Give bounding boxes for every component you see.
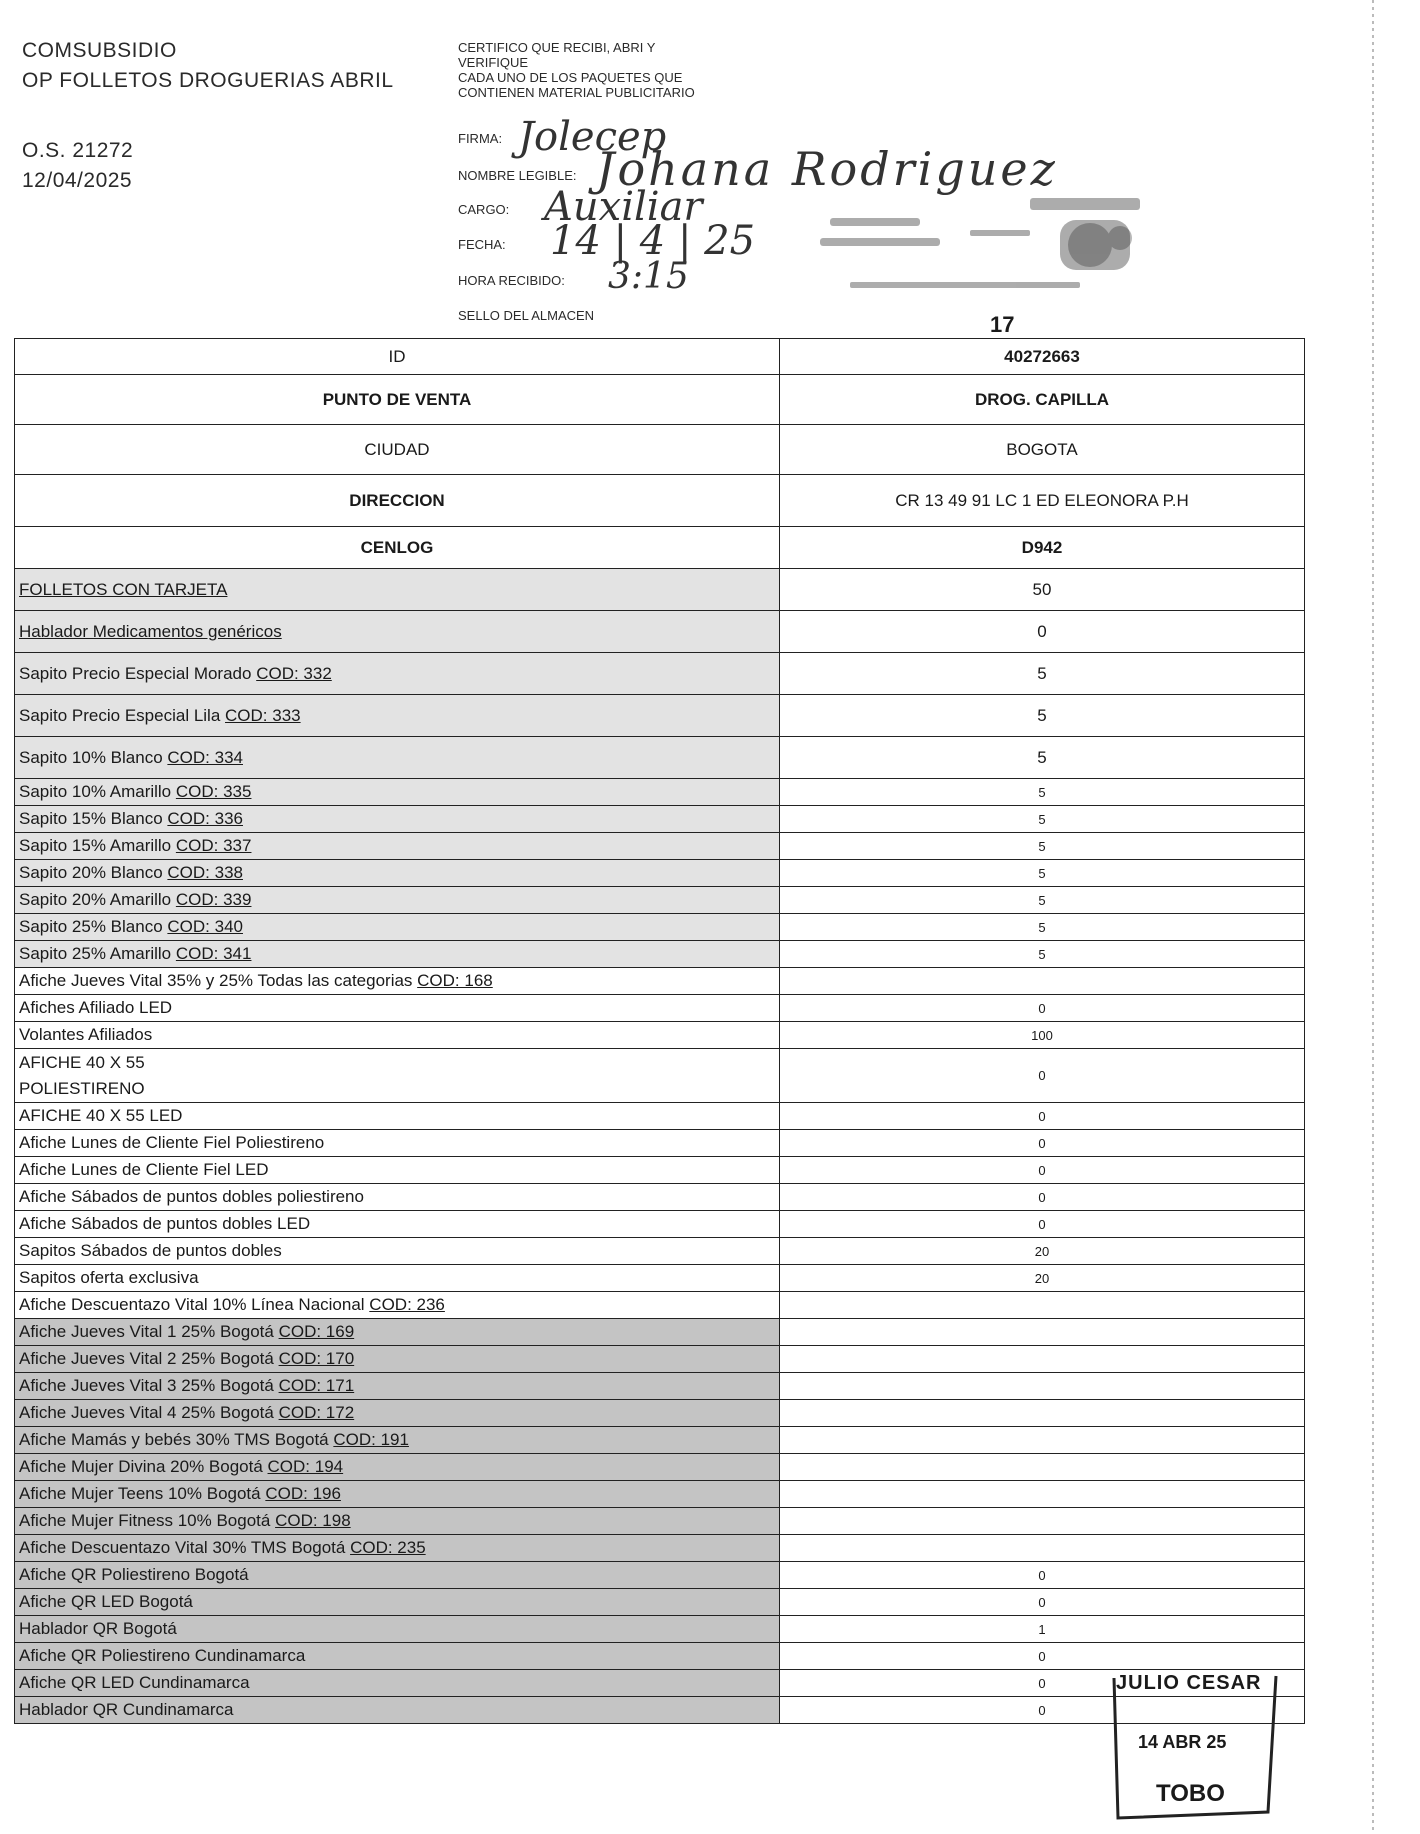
item-label <box>15 1265 780 1292</box>
item-label <box>15 995 780 1022</box>
item-row <box>15 1130 1305 1157</box>
item-row <box>15 653 1305 695</box>
item-quantity: 0 <box>780 1670 1305 1697</box>
order-number: O.S. 21272 <box>22 139 134 162</box>
item-row <box>15 914 1305 941</box>
cargo-label: CARGO: <box>458 202 510 217</box>
item-quantity <box>780 1319 1305 1346</box>
item-quantity: 0 <box>780 1643 1305 1670</box>
item-label <box>15 1670 780 1697</box>
item-label <box>15 1697 780 1724</box>
item-label <box>15 1535 780 1562</box>
item-row <box>15 1535 1305 1562</box>
item-row <box>15 1427 1305 1454</box>
item-name: Afiche Lunes de Cliente Fiel Poliestireno <box>19 1133 325 1152</box>
item-row <box>15 833 1305 860</box>
item-label <box>15 1508 780 1535</box>
fecha-label: FECHA: <box>458 237 506 252</box>
item-quantity: 5 <box>780 833 1305 860</box>
item-name: Hablador QR Bogotá <box>19 1619 177 1638</box>
item-label <box>15 887 780 914</box>
item-quantity: 0 <box>780 1211 1305 1238</box>
info-row <box>15 425 1305 475</box>
item-label <box>15 1103 780 1130</box>
item-code: COD: 236 <box>369 1295 445 1314</box>
item-code: COD: 235 <box>350 1538 426 1557</box>
item-row <box>15 1211 1305 1238</box>
item-name: Afiche Jueves Vital 1 25% Bogotá <box>19 1322 279 1341</box>
item-quantity: 0 <box>780 1184 1305 1211</box>
item-name: Sapito 15% Blanco <box>19 809 168 828</box>
item-label <box>15 860 780 887</box>
item-row <box>15 860 1305 887</box>
company-name: COMSUBSIDIO <box>22 39 177 62</box>
item-name: AFICHE 40 X 55 LED <box>19 1106 183 1125</box>
faded-stamp-graphic <box>820 190 1150 300</box>
item-quantity: 5 <box>780 860 1305 887</box>
item-label <box>15 1157 780 1184</box>
item-row <box>15 1238 1305 1265</box>
item-quantity: 5 <box>780 941 1305 968</box>
item-label <box>15 1184 780 1211</box>
item-label <box>15 1427 780 1454</box>
item-name: Afiche Jueves Vital 4 25% Bogotá <box>19 1403 279 1422</box>
item-quantity <box>780 1373 1305 1400</box>
item-code: COD: 337 <box>175 836 252 855</box>
nombre-value: Johana Rodriguez <box>596 142 1058 196</box>
item-code: COD: 168 <box>417 971 493 990</box>
item-code: COD: 339 <box>175 890 252 909</box>
nombre-label: NOMBRE LEGIBLE: <box>458 168 577 183</box>
info-value: 40272663 <box>780 339 1305 375</box>
hora-label: HORA RECIBIDO: <box>458 273 565 288</box>
item-name: Afiche QR Poliestireno Cundinamarca <box>19 1646 306 1665</box>
item-name: Sapitos Sábados de puntos dobles <box>19 1241 282 1260</box>
item-name: Afiche Jueves Vital 2 25% Bogotá <box>19 1349 279 1368</box>
item-row <box>15 1616 1305 1643</box>
firma-label: FIRMA: <box>458 131 503 146</box>
stamp-number: 17 <box>990 312 1015 337</box>
item-quantity <box>780 1292 1305 1319</box>
item-row <box>15 1373 1305 1400</box>
item-label <box>15 941 780 968</box>
item-name-line2: POLIESTIRENO <box>19 1078 145 1098</box>
item-label <box>15 1049 780 1103</box>
item-row <box>15 887 1305 914</box>
item-code: COD: 333 <box>225 705 301 725</box>
document-subject: OP FOLLETOS DROGUERIAS ABRIL <box>22 69 394 92</box>
item-name: Afiche Descuentazo Vital 10% Línea Nacional <box>19 1295 370 1314</box>
item-label <box>15 611 780 653</box>
item-label <box>15 806 780 833</box>
item-quantity <box>780 1535 1305 1562</box>
certificate-line: VERIFIQUE <box>458 55 529 70</box>
item-row <box>15 695 1305 737</box>
item-label <box>15 1346 780 1373</box>
item-label <box>15 1373 780 1400</box>
item-row <box>15 1400 1305 1427</box>
item-code: COD: 334 <box>167 747 243 767</box>
item-row <box>15 1265 1305 1292</box>
item-quantity: 20 <box>780 1238 1305 1265</box>
item-quantity: 5 <box>780 695 1305 737</box>
item-quantity: 0 <box>780 1103 1305 1130</box>
item-code: COD: 169 <box>278 1322 355 1341</box>
info-value: BOGOTA <box>780 425 1305 475</box>
hora-value: 3:15 <box>608 256 689 297</box>
item-name: Sapito 20% Amarillo <box>19 890 176 909</box>
item-row <box>15 1643 1305 1670</box>
item-row <box>15 1562 1305 1589</box>
item-row <box>15 1022 1305 1049</box>
item-label <box>15 1589 780 1616</box>
item-name: Sapito Precio Especial Morado <box>19 663 257 683</box>
item-name: AFICHE 40 X 55 <box>19 1052 145 1072</box>
item-code: COD: 340 <box>167 917 243 936</box>
item-name: Afiche Sábados de puntos dobles poliestireno <box>19 1187 364 1206</box>
item-label <box>15 1211 780 1238</box>
info-label: ID <box>15 339 780 375</box>
item-row <box>15 1346 1305 1373</box>
item-quantity: 0 <box>780 1157 1305 1184</box>
item-label <box>15 1292 780 1319</box>
item-code: COD: 332 <box>256 663 332 683</box>
item-row <box>15 968 1305 995</box>
item-label <box>15 1400 780 1427</box>
item-quantity: 5 <box>780 806 1305 833</box>
item-quantity <box>780 1454 1305 1481</box>
item-name: Afiche Sábados de puntos dobles LED <box>19 1214 311 1233</box>
info-value: CR 13 49 91 LC 1 ED ELEONORA P.H <box>780 475 1305 527</box>
item-name: Sapito Precio Especial Lila <box>19 705 226 725</box>
info-value: DROG. CAPILLA <box>780 375 1305 425</box>
item-quantity <box>780 1427 1305 1454</box>
item-quantity: 0 <box>780 1697 1305 1724</box>
item-name: Afiche Mujer Teens 10% Bogotá <box>19 1484 266 1503</box>
certificate-line: CONTIENEN MATERIAL PUBLICITARIO <box>458 85 695 100</box>
item-quantity: 5 <box>780 914 1305 941</box>
item-name: Afiche QR LED Cundinamarca <box>19 1673 250 1692</box>
item-code: COD: 198 <box>275 1511 351 1530</box>
item-name: Sapito 20% Blanco <box>19 863 168 882</box>
item-name: Afiches Afiliado LED <box>19 998 173 1017</box>
item-row <box>15 1103 1305 1130</box>
fecha-value: 14 | 4 | 25 <box>550 218 756 264</box>
item-label <box>15 1319 780 1346</box>
info-row <box>15 339 1305 375</box>
item-row <box>15 1292 1305 1319</box>
item-row <box>15 1184 1305 1211</box>
item-name: Sapito 10% Amarillo <box>19 782 176 801</box>
item-row <box>15 569 1305 611</box>
item-code: COD: 341 <box>175 944 252 963</box>
item-code: COD: 196 <box>265 1484 341 1503</box>
firma-signature: Jolecep <box>518 114 667 160</box>
item-label <box>15 1238 780 1265</box>
item-quantity <box>780 1481 1305 1508</box>
info-value: D942 <box>780 527 1305 569</box>
certificate-line: CADA UNO DE LOS PAQUETES QUE <box>458 70 683 85</box>
info-row <box>15 475 1305 527</box>
item-row <box>15 1319 1305 1346</box>
item-label <box>15 833 780 860</box>
item-name: Afiche Mamás y bebés 30% TMS Bogotá <box>19 1430 334 1449</box>
item-code: FOLLETOS CON TARJETA <box>19 579 228 599</box>
info-row <box>15 527 1305 569</box>
item-row <box>15 779 1305 806</box>
stamp-code: TOBO <box>1156 1780 1225 1807</box>
item-quantity: 0 <box>780 1562 1305 1589</box>
item-code: COD: 170 <box>278 1349 355 1368</box>
info-row <box>15 375 1305 425</box>
item-quantity: 5 <box>780 737 1305 779</box>
sello-label: SELLO DEL ALMACEN <box>458 308 595 323</box>
item-name: Sapito 15% Amarillo <box>19 836 176 855</box>
item-name: Sapito 10% Blanco <box>19 747 168 767</box>
item-name: Afiche QR Poliestireno Bogotá <box>19 1565 249 1584</box>
item-label <box>15 695 780 737</box>
item-name: Sapitos oferta exclusiva <box>19 1268 199 1287</box>
item-quantity <box>780 1346 1305 1373</box>
item-name: Volantes Afiliados <box>19 1025 153 1044</box>
item-row <box>15 995 1305 1022</box>
info-label: PUNTO DE VENTA <box>15 375 780 425</box>
item-label <box>15 968 780 995</box>
document-date: 12/04/2025 <box>22 169 133 192</box>
item-label <box>15 569 780 611</box>
item-row <box>15 611 1305 653</box>
stamp-name: JULIO CESAR <box>1116 1672 1262 1694</box>
item-name: Hablador QR Cundinamarca <box>19 1700 234 1719</box>
item-quantity: 0 <box>780 611 1305 653</box>
item-label <box>15 737 780 779</box>
item-name: Afiche Mujer Fitness 10% Bogotá <box>19 1511 276 1530</box>
item-row <box>15 1508 1305 1535</box>
item-name: Sapito 25% Amarillo <box>19 944 176 963</box>
item-row <box>15 1481 1305 1508</box>
item-name: Afiche Jueves Vital 35% y 25% Todas las categorias <box>19 971 418 990</box>
certificate-text <box>458 40 695 100</box>
item-row <box>15 1589 1305 1616</box>
item-quantity <box>780 968 1305 995</box>
stamp-date: 14 ABR 25 <box>1138 1732 1227 1752</box>
item-row <box>15 737 1305 779</box>
info-label: CENLOG <box>15 527 780 569</box>
item-name: Sapito 25% Blanco <box>19 917 168 936</box>
item-code: COD: 194 <box>267 1457 344 1476</box>
item-quantity: 1 <box>780 1616 1305 1643</box>
item-quantity: 0 <box>780 1130 1305 1157</box>
item-label <box>15 779 780 806</box>
item-name: Afiche QR LED Bogotá <box>19 1592 193 1611</box>
item-name: Afiche Mujer Divina 20% Bogotá <box>19 1457 268 1476</box>
item-code: COD: 335 <box>175 782 252 801</box>
item-label <box>15 1130 780 1157</box>
item-code: COD: 172 <box>278 1403 355 1422</box>
certificate-line: CERTIFICO QUE RECIBI, ABRI Y <box>458 40 656 55</box>
cargo-value: Auxiliar <box>544 184 703 230</box>
item-code: COD: 171 <box>278 1376 355 1395</box>
item-row <box>15 1454 1305 1481</box>
item-row <box>15 806 1305 833</box>
item-quantity: 0 <box>780 1589 1305 1616</box>
item-quantity: 5 <box>780 887 1305 914</box>
item-label <box>15 1481 780 1508</box>
item-row <box>15 1157 1305 1184</box>
item-code: COD: 191 <box>333 1430 409 1449</box>
item-quantity: 50 <box>780 569 1305 611</box>
item-label <box>15 1616 780 1643</box>
item-quantity: 20 <box>780 1265 1305 1292</box>
item-name: Afiche Jueves Vital 3 25% Bogotá <box>19 1376 279 1395</box>
item-quantity <box>780 1400 1305 1427</box>
item-code: COD: 338 <box>167 863 243 882</box>
scan-edge-line <box>1372 0 1374 1834</box>
delivery-table <box>14 338 1305 1724</box>
item-row <box>15 1049 1305 1103</box>
item-quantity <box>780 1508 1305 1535</box>
info-label: CIUDAD <box>15 425 780 475</box>
item-quantity: 0 <box>780 995 1305 1022</box>
item-label <box>15 1022 780 1049</box>
item-quantity: 100 <box>780 1022 1305 1049</box>
item-quantity: 5 <box>780 653 1305 695</box>
item-label <box>15 1643 780 1670</box>
item-code: COD: 336 <box>167 809 243 828</box>
item-name: Afiche Lunes de Cliente Fiel LED <box>19 1160 269 1179</box>
item-row <box>15 941 1305 968</box>
item-label <box>15 1562 780 1589</box>
item-code: Hablador Medicamentos genéricos <box>19 621 282 641</box>
item-quantity: 5 <box>780 779 1305 806</box>
item-label <box>15 914 780 941</box>
item-label <box>15 653 780 695</box>
item-quantity: 0 <box>780 1049 1305 1103</box>
julio-cesar-stamp <box>1108 1672 1280 1822</box>
info-label: DIRECCION <box>15 475 780 527</box>
header-block <box>22 36 394 196</box>
item-label <box>15 1454 780 1481</box>
item-name: Afiche Descuentazo Vital 30% TMS Bogotá <box>19 1538 351 1557</box>
